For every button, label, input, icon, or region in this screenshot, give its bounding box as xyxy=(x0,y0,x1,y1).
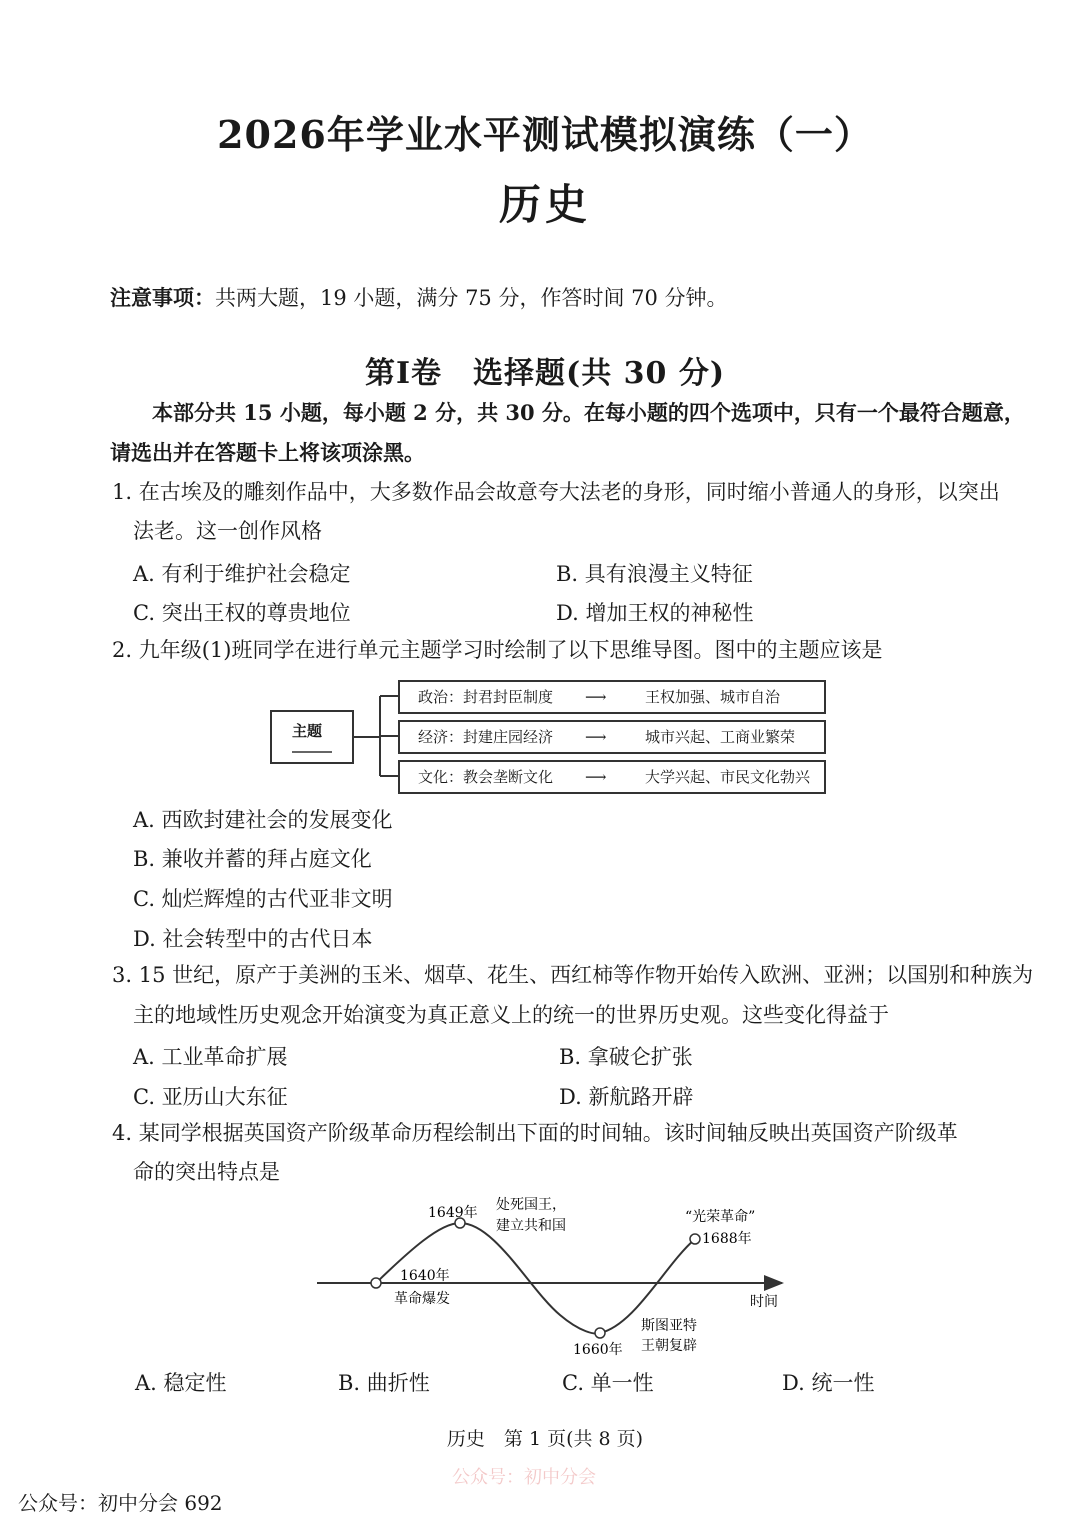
mind-map-row-right: 城市兴起、工商业繁荣 xyxy=(645,728,796,746)
mind-map-row-left: 文化：教会垄断文化 xyxy=(418,768,554,786)
event-1649-text2: 建立共和国 xyxy=(496,1218,566,1234)
mind-map-row-right: 王权加强、城市自治 xyxy=(645,688,781,706)
mind-map-row-left: 经济：封建庄园经济 xyxy=(418,728,554,746)
mind-map-row-politics xyxy=(398,680,826,714)
event-1660-text2: 王朝复辟 xyxy=(641,1338,697,1354)
q3-option-d: D. 新航路开辟 xyxy=(559,1085,694,1109)
mind-map xyxy=(270,676,830,800)
point-1640 xyxy=(371,1278,381,1288)
q4-stem-line1: 4. 某同学根据英国资产阶级革命历程绘制出下面的时间轴。该时间轴反映出英国资产阶级革 xyxy=(112,1121,958,1145)
mind-map-row-economy xyxy=(398,720,826,754)
arrow-right-icon: ⟶ xyxy=(585,768,607,786)
q1-stem-line1: 1. 在古埃及的雕刻作品中，大多数作品会故意夸大法老的身形，同时缩小普通人的身形，以突出 xyxy=(112,480,1000,504)
q2-option-c: C. 灿烂辉煌的古代亚非文明 xyxy=(133,887,393,911)
mind-map-row-left: 政治：封君封臣制度 xyxy=(418,688,554,706)
event-1688-name: “光荣革命” xyxy=(685,1209,756,1225)
q2-stem: 2. 九年级(1)班同学在进行单元主题学习时绘制了以下思维导图。图中的主题应该是 xyxy=(112,638,883,662)
point-1688 xyxy=(690,1234,700,1244)
mind-map-row-right: 大学兴起、市民文化勃兴 xyxy=(645,768,811,786)
q3-option-b: B. 拿破仑扩张 xyxy=(559,1045,693,1069)
event-1660-text1: 斯图亚特 xyxy=(641,1318,697,1334)
q3-stem-line2: 主的地域性历史观念开始演变为真正意义上的统一的世界历史观。这些变化得益于 xyxy=(133,1003,889,1027)
q1-option-c: C. 突出王权的尊贵地位 xyxy=(133,601,351,625)
subject-title: 历史 xyxy=(498,180,591,229)
section-title: 第Ⅰ卷 选择题(共 30 分) xyxy=(364,356,726,391)
watermark-bottom-left: 公众号：初中分会 692 xyxy=(18,1491,223,1515)
mind-map-topic: 主题 xyxy=(292,722,323,740)
event-1688-year: 1688年 xyxy=(702,1231,752,1247)
q1-option-d: D. 增加王权的神秘性 xyxy=(556,601,754,625)
arrow-right-icon: ⟶ xyxy=(585,688,607,706)
q4-option-c: C. 单一性 xyxy=(562,1371,654,1395)
notice-text: 共两大题，19 小题，满分 75 分，作答时间 70 分钟。 xyxy=(215,286,728,310)
q1-option-a: A. 有利于维护社会稳定 xyxy=(133,562,351,586)
q4-option-d: D. 统一性 xyxy=(782,1371,875,1395)
event-1640-year: 1640年 xyxy=(400,1268,450,1284)
q3-option-a: A. 工业革命扩展 xyxy=(133,1045,288,1069)
event-1649-text1: 处死国王， xyxy=(496,1197,566,1213)
q2-option-a: A. 西欧封建社会的发展变化 xyxy=(133,808,393,832)
timeline-figure xyxy=(300,1195,800,1365)
mind-map-row-culture xyxy=(398,760,826,794)
q4-option-a: A. 稳定性 xyxy=(135,1371,227,1395)
notice xyxy=(110,282,728,312)
event-1660-year: 1660年 xyxy=(573,1342,623,1358)
point-1660 xyxy=(595,1328,605,1338)
q1-option-b: B. 具有浪漫主义特征 xyxy=(556,562,753,586)
q4-stem-line2: 命的突出特点是 xyxy=(133,1160,280,1184)
timeline-axis-label: 时间 xyxy=(750,1294,778,1310)
q1-stem-line2: 法老。这一创作风格 xyxy=(133,519,322,543)
q3-option-c: C. 亚历山大东征 xyxy=(133,1085,288,1109)
event-1649-year: 1649年 xyxy=(428,1205,478,1221)
q3-stem-line1: 3. 15 世纪，原产于美洲的玉米、烟草、花生、西红柿等作物开始传入欧洲、亚洲；以国别和种族为 xyxy=(112,963,1034,987)
exam-title: 2026年学业水平测试模拟演练（一） xyxy=(217,112,873,157)
page-footer: 历史 第 1 页(共 8 页) xyxy=(446,1428,644,1450)
watermark-center: 公众号：初中分会 xyxy=(452,1467,596,1488)
event-1640-text: 革命爆发 xyxy=(394,1291,450,1307)
section-intro-line2: 请选出并在答题卡上将该项涂黑。 xyxy=(110,440,425,465)
q2-option-d: D. 社会转型中的古代日本 xyxy=(133,927,373,951)
q4-option-b: B. 曲折性 xyxy=(338,1371,430,1395)
arrow-right-icon: ⟶ xyxy=(585,728,607,746)
section-intro-line1: 本部分共 15 小题，每小题 2 分，共 30 分。在每小题的四个选项中，只有一个最符合题意， xyxy=(152,400,1025,425)
notice-label: 注意事项： xyxy=(110,285,215,310)
q2-option-b: B. 兼收并蓄的拜占庭文化 xyxy=(133,847,372,871)
